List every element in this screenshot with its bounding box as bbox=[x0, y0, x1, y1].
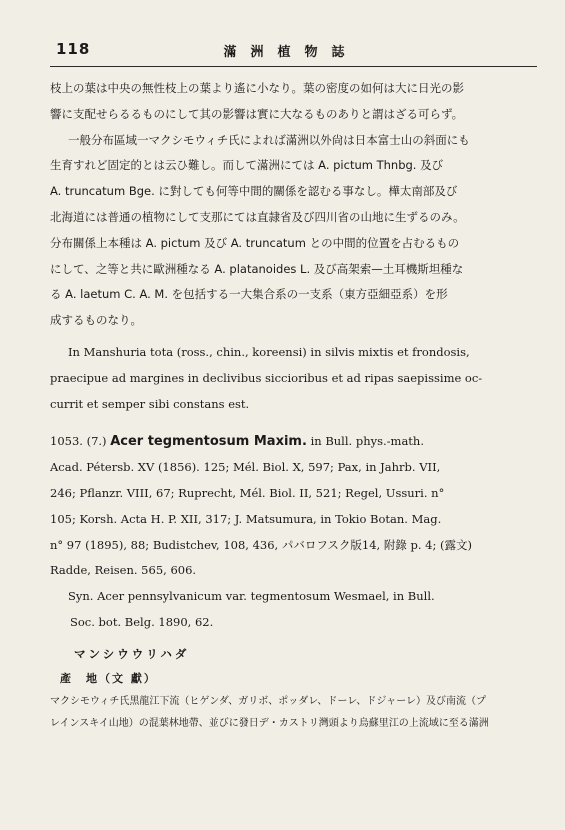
citation-line: Radde, Reisen. 565, 606. bbox=[50, 563, 197, 578]
page-header bbox=[56, 40, 526, 64]
citation-line: in Bull. phys.-math. bbox=[306, 434, 424, 449]
citation-line: n° 97 (1895), 88; Budistchev, 108, 436, パバロフスク版14, 附錄 p. 4; (露文) bbox=[50, 537, 472, 552]
text-line: 成するものなり。 bbox=[50, 313, 142, 328]
text-line: A. truncatum Bge. に對しても何等中間的關係を認むる事なし。樺太南部及び bbox=[50, 184, 458, 199]
latin-line: In Manshuria tota (ross., chin., koreensi) in silvis mixtis et frondosis, bbox=[68, 344, 470, 359]
synonym-line: Syn. Acer pennsylvanicum var. tegmentosum Wesmael, in Bull. bbox=[68, 589, 435, 604]
citation-line: 105; Korsh. Acta H. P. XII, 317; J. Matsumura, in Tokio Botan. Mag. bbox=[50, 511, 442, 526]
citation-line: Acad. Pétersb. XV (1856). 125; Mél. Biol. X, 597; Pax, in Jahrb. VII, bbox=[50, 460, 441, 475]
text-line: 枝上の葉は中央の無性枝上の葉より遙に小なり。葉の密度の如何は大に日光の影 bbox=[50, 81, 464, 95]
text-line: 分布關係上本種は A. pictum 及び A. truncatum との中間的位置を占むるもの bbox=[50, 235, 460, 250]
text-line: 一般分布區域一マクシモウィチ氏によれば滿洲以外尙は日本富士山の斜面にも bbox=[68, 132, 470, 147]
species-name: Acer tegmentosum Maxim. bbox=[110, 434, 307, 450]
latin-line: currit et semper sibi constans est. bbox=[50, 396, 250, 411]
text-line: にして、之等と共に歐洲種なる A. platanoides L. 及び高架索—土耳機斯坦種な bbox=[50, 261, 464, 276]
text-line: る A. laetum C. A. M. を包括する一大集合系の一支系（東方亞細亞系）を形 bbox=[50, 287, 448, 302]
text-line: 響に支配せらるるものにして其の影響は實に大なるものありと謂はざる可らず。 bbox=[50, 106, 464, 121]
running-title: 滿洲植物誌 bbox=[223, 45, 359, 60]
text-line: 生育すれど固定的とは云ひ難し。而して滿洲にては A. pictum Thnbg. 及び bbox=[50, 158, 444, 173]
common-name: マンシウウリハダ bbox=[74, 646, 190, 661]
species-entry-first-line bbox=[50, 429, 537, 455]
locality-line: レインスキイ山地）の混葉林地帶、並びに發日デ・カストリ灣頭より烏蘇里江の上流域に至る滿洲 bbox=[50, 717, 489, 729]
locality-heading: 產 地（文 獻） bbox=[60, 671, 157, 685]
species-number: 1053. (7.) bbox=[50, 434, 107, 449]
citation-line: 246; Pflanzr. VIII, 67; Ruprecht, Mél. Biol. II, 521; Regel, Ussuri. n° bbox=[50, 485, 445, 500]
synonym-line: Soc. bot. Belg. 1890, 62. bbox=[70, 614, 214, 629]
text-line: 北海道には普通の植物にして支那にては直隷省及び四川省の山地に生ずるのみ。 bbox=[50, 209, 465, 224]
latin-line: praecipue ad margines in declivibus siccioribus et ad ripas saepissime oc- bbox=[50, 370, 483, 385]
locality-line: マクシモウィチ氏黑龍江下流（ヒゲンダ、ガリボ、ポッダレ、ドーレ、ドジャーレ）及び南流（プ bbox=[50, 695, 486, 707]
page-number: 118 bbox=[56, 40, 91, 58]
page-body bbox=[50, 76, 537, 735]
header-rule bbox=[50, 66, 537, 67]
